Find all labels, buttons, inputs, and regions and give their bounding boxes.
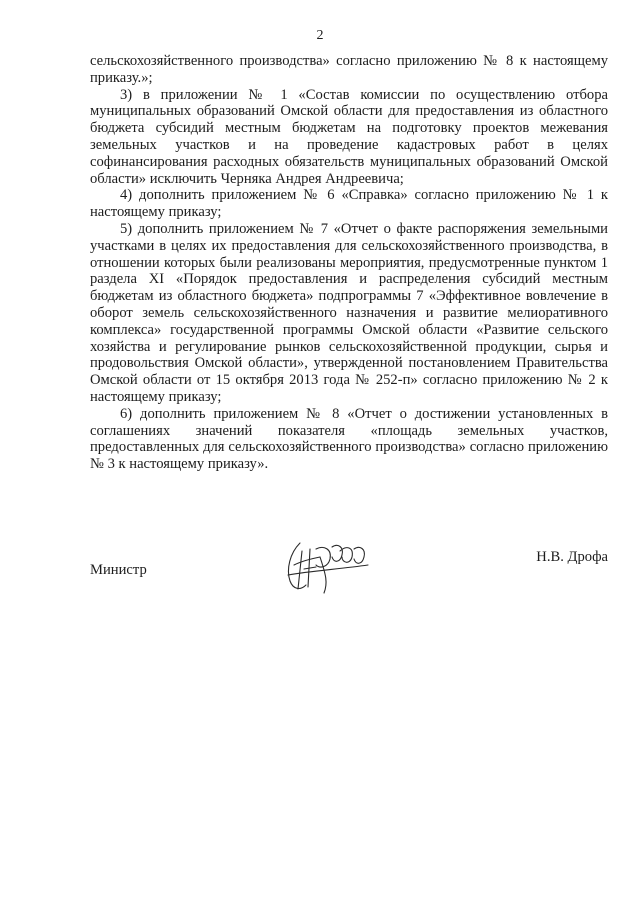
page-number: 2 <box>316 28 324 43</box>
paragraph-item-6: 6) дополнить приложением № 8 «Отчет о достижении установленных в соглашениях значений показателя «площадь земельных участков, предоставленных для сельскохозяйственного производства» согласно приложению № 3 к настоящему приказу». <box>90 405 608 473</box>
paragraph-item-3: 3) в приложении № 1 «Состав комиссии по осуществлению отбора муниципальных образований Омской области для предоставления из областного бюджета субсидий местным бюджетам на подготовку проектов межевания земельных участков и на проведение кадастровых работ в целях софинансирования расходных обязательств муниципальных образований Омской области» исключить Черняка Андрея Андреевича; <box>90 86 608 187</box>
paragraph-item-5: 5) дополнить приложением № 7 «Отчет о факте распоряжения земельными участками в целях их предоставления для сельскохозяйственного производства, в отношении которых были реализованы мероприятия, предусмотренные пунктом 1 раздела XI «Порядок предоставления и распределения субсидий местным бюджетам из областного бюджета» подпрограммы 7 «Эффективное вовлечение в оборот земель сельскохозяйственного назначения и развитие мелиоративного комплекса» государственной программы Омской области «Развитие сельского хозяйства и регулирование рынков сельскохозяйственной продукции, сырья и продовольствия Омской области», утвержденной постановлением Правительства Омской области от 15 октября 2013 года № 252-п» согласно приложению № 2 к настоящему приказу; <box>90 220 608 405</box>
paragraph-continuation: сельскохозяйственного производства» согласно приложению № 8 к настоящему приказу.»; <box>90 53 608 86</box>
handwritten-signature <box>280 535 375 597</box>
signature-block <box>90 535 608 605</box>
signer-position: Министр <box>90 562 147 578</box>
paragraph-item-4: 4) дополнить приложением № 6 «Справка» согласно приложению № 1 к настоящему приказу; <box>90 187 608 221</box>
signer-name: Н.В. Дрофа <box>536 549 608 565</box>
document-body <box>90 53 608 473</box>
